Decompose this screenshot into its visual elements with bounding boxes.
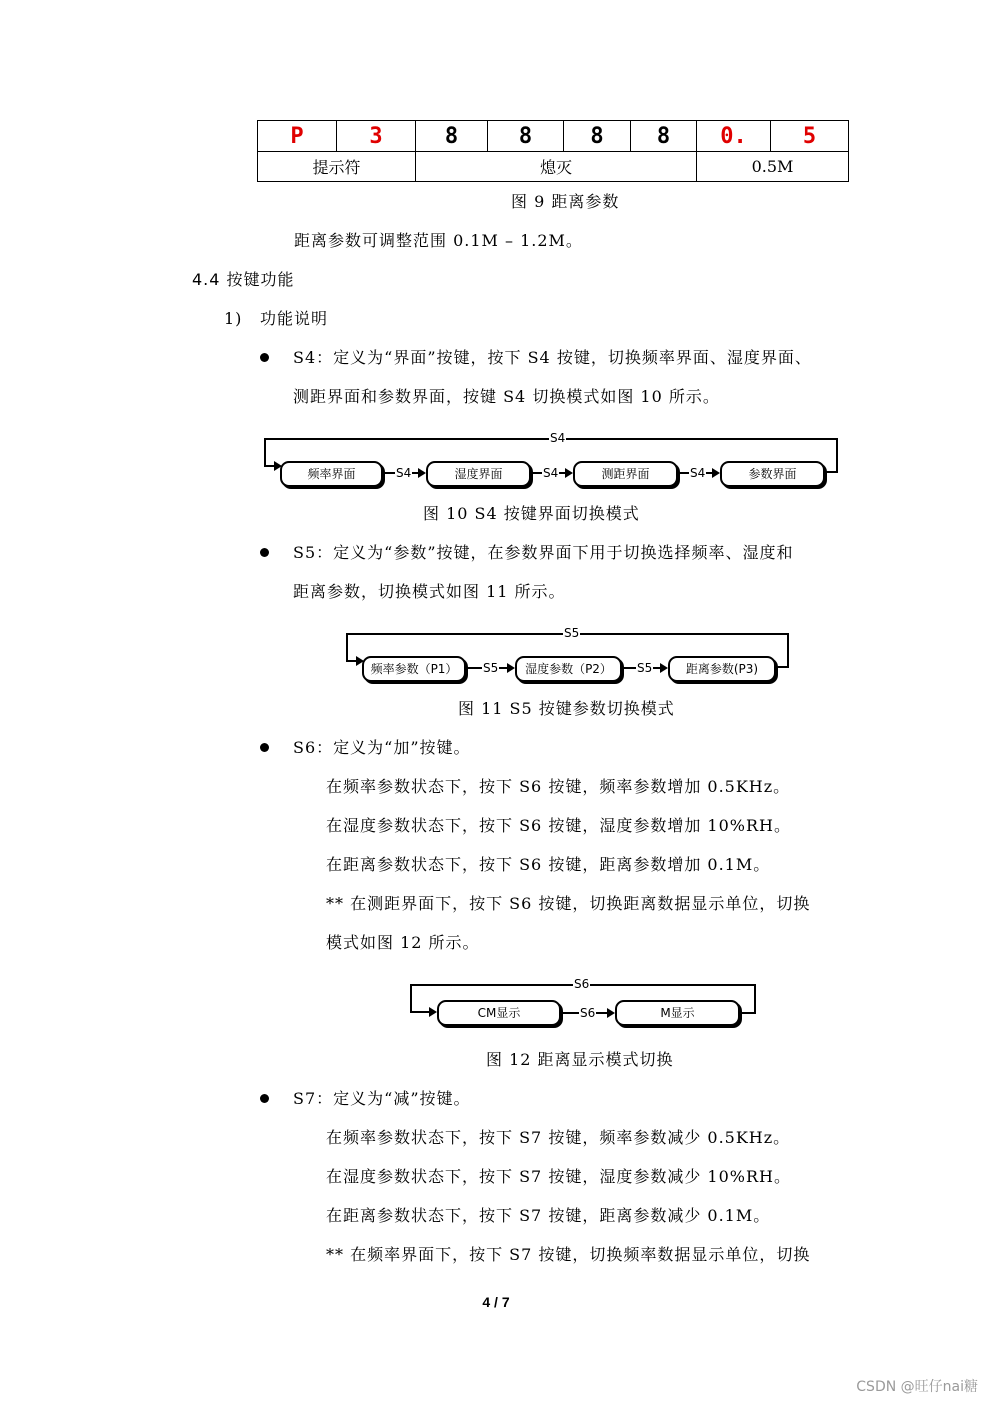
digit-3: 8 (416, 121, 488, 152)
s5-line1: S5：定义为“参数”按键，在参数界面下用于切换选择频率、湿度和 (293, 543, 794, 562)
fig12-caption: 图 12 距离显示模式切换 (486, 1050, 674, 1069)
fig10-arrow-label-1: S4 (396, 466, 412, 480)
fig12-loop-label: S6 (574, 977, 590, 991)
digit-5: 8 (564, 121, 631, 152)
s4-line2: 测距界面和参数界面，按键 S4 切换模式如图 10 所示。 (293, 387, 720, 406)
digit-1: P (258, 121, 337, 152)
fig11-loop-label: S5 (564, 626, 580, 640)
digit-8: 5 (771, 121, 849, 152)
fig10-loop-label: S4 (550, 431, 566, 445)
watermark: CSDN @旺仔nai糖 (856, 1379, 978, 1395)
label-value: 0.5M (697, 152, 849, 182)
fig10-box-humidity: 湿度界面 (426, 461, 531, 487)
fig11-box-distance-param: 距离参数(P3) (668, 656, 776, 682)
s6-line-2: 在湿度参数状态下，按下 S6 按键，湿度参数增加 10%RH。 (326, 816, 791, 835)
subsection-title: 功能说明 (260, 309, 329, 328)
s6-title: S6：定义为“加”按键。 (293, 738, 471, 757)
bullet-s6 (260, 743, 269, 752)
fig11-caption: 图 11 S5 按键参数切换模式 (458, 699, 675, 718)
label-off: 熄灭 (416, 152, 697, 182)
s6-line-1: 在频率参数状态下，按下 S6 按键，频率参数增加 0.5KHz。 (326, 777, 791, 796)
fig9-caption: 图 9 距离参数 (511, 192, 620, 211)
page-number: 4 / 7 (482, 1294, 510, 1310)
fig12-arrow-label: S6 (580, 1006, 596, 1020)
s7-line-4: ** 在频率界面下，按下 S7 按键，切换频率数据显示单位，切换 (326, 1245, 811, 1264)
s7-line-2: 在湿度参数状态下，按下 S7 按键，湿度参数减少 10%RH。 (326, 1167, 791, 1186)
subsection-number: 1) (224, 309, 243, 328)
digit-4: 8 (488, 121, 564, 152)
fig10-box-frequency: 频率界面 (280, 461, 383, 487)
fig11-box-humidity-param: 湿度参数（P2） (515, 656, 622, 682)
s7-line-1: 在频率参数状态下，按下 S7 按键，频率参数减少 0.5KHz。 (326, 1128, 791, 1147)
section-heading: 4.4 按键功能 (192, 270, 295, 289)
fig12-box-cm: CM显示 (437, 1000, 561, 1026)
s6-line-3: 在距离参数状态下，按下 S6 按键，距离参数增加 0.1M。 (326, 855, 771, 874)
digit-2: 3 (337, 121, 416, 152)
s6-line-5: 模式如图 12 所示。 (326, 933, 480, 952)
bullet-s5 (260, 548, 269, 557)
fig11-arrow-label-1: S5 (483, 661, 499, 675)
fig10-box-distance: 测距界面 (573, 461, 678, 487)
range-text: 距离参数可调整范围 0.1M – 1.2M。 (294, 231, 583, 250)
s7-title: S7：定义为“减”按键。 (293, 1089, 471, 1108)
s4-line1: S4：定义为“界面”按键，按下 S4 按键，切换频率界面、湿度界面、 (293, 348, 812, 367)
digit-7: 0. (697, 121, 771, 152)
fig11-box-frequency-param: 频率参数（P1） (362, 656, 466, 682)
fig10-box-params: 参数界面 (720, 461, 825, 487)
fig10-caption: 图 10 S4 按键界面切换模式 (423, 504, 640, 523)
s5-line2: 距离参数，切换模式如图 11 所示。 (293, 582, 566, 601)
fig10-arrow-label-2: S4 (543, 466, 559, 480)
label-prompt: 提示符 (258, 152, 416, 182)
bullet-s7 (260, 1094, 269, 1103)
fig11-arrow-label-2: S5 (637, 661, 653, 675)
fig10-arrow-label-3: S4 (690, 466, 706, 480)
distance-param-display-table (257, 120, 849, 182)
fig12-box-m: M显示 (615, 1000, 740, 1026)
s7-line-3: 在距离参数状态下，按下 S7 按键，距离参数减少 0.1M。 (326, 1206, 771, 1225)
s6-line-4: ** 在测距界面下，按下 S6 按键，切换距离数据显示单位，切换 (326, 894, 811, 913)
bullet-s4 (260, 353, 269, 362)
digit-6: 8 (631, 121, 697, 152)
